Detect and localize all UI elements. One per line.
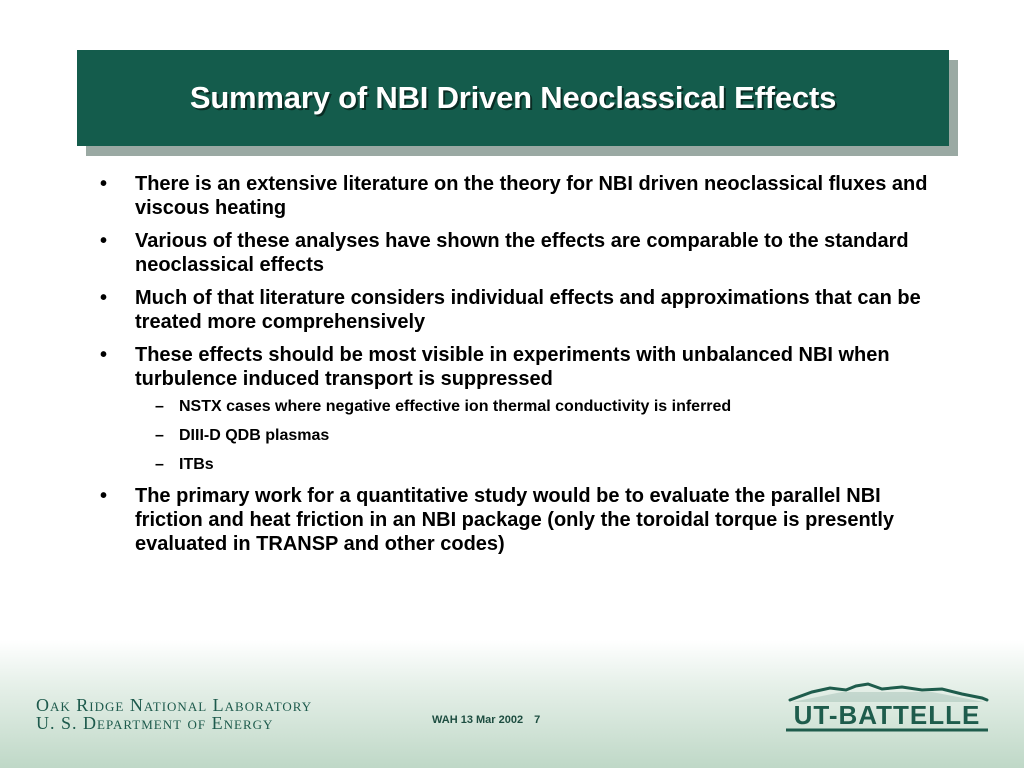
- bullet-marker: •: [100, 344, 108, 366]
- bullet-marker: •: [100, 173, 108, 195]
- page-number: 7: [534, 714, 541, 726]
- sub-bullet-text: ITBs: [179, 456, 214, 473]
- slide-content: [100, 172, 950, 565]
- bullet-marker: •: [100, 485, 108, 507]
- sub-bullet-item: [135, 455, 950, 475]
- bullet-text: There is an extensive literature on the theory for NBI driven neoclassical fluxes and viscous heating: [135, 173, 928, 219]
- org-name-line1: Oak Ridge National Laboratory: [36, 695, 313, 715]
- sub-bullet-text: DIII-D QDB plasmas: [179, 427, 330, 444]
- bullet-text: These effects should be most visible in experiments with unbalanced NBI when turbulence induced transport is suppressed: [135, 344, 890, 390]
- footer-note: [432, 714, 540, 726]
- bullet-list: [100, 172, 950, 556]
- sub-bullet-item: [135, 397, 950, 417]
- title-box: [77, 50, 949, 146]
- logo-text: UT-BATTELLE: [793, 700, 981, 730]
- org-name-line2: U. S. Department of Energy: [36, 713, 274, 733]
- bullet-item: [100, 229, 950, 277]
- sub-bullet-item: [135, 426, 950, 446]
- bullet-item: [100, 343, 950, 475]
- dash-marker: –: [155, 427, 164, 444]
- ut-battelle-logo: [782, 678, 992, 736]
- footer-date: WAH 13 Mar 2002: [432, 714, 524, 726]
- bullet-text: The primary work for a quantitative study would be to evaluate the parallel NBI friction and heat friction in an NBI package (only the toroidal torque is presently evaluated in TRANSP and other codes): [135, 485, 894, 555]
- sub-bullet-list: [135, 397, 950, 475]
- sub-bullet-text: NSTX cases where negative effective ion thermal conductivity is inferred: [179, 398, 732, 415]
- bullet-marker: •: [100, 230, 108, 252]
- dash-marker: –: [155, 398, 164, 415]
- bullet-marker: •: [100, 287, 108, 309]
- dash-marker: –: [155, 456, 164, 473]
- bullet-text: Much of that literature considers individual effects and approximations that can be treated more comprehensively: [135, 287, 921, 333]
- bullet-text: Various of these analyses have shown the effects are comparable to the standard neoclassical effects: [135, 230, 909, 276]
- org-name: [36, 696, 312, 732]
- bullet-item: [100, 172, 950, 220]
- slide-title: Summary of NBI Driven Neoclassical Effects: [189, 80, 837, 115]
- bullet-item: [100, 286, 950, 334]
- bullet-item: [100, 484, 950, 556]
